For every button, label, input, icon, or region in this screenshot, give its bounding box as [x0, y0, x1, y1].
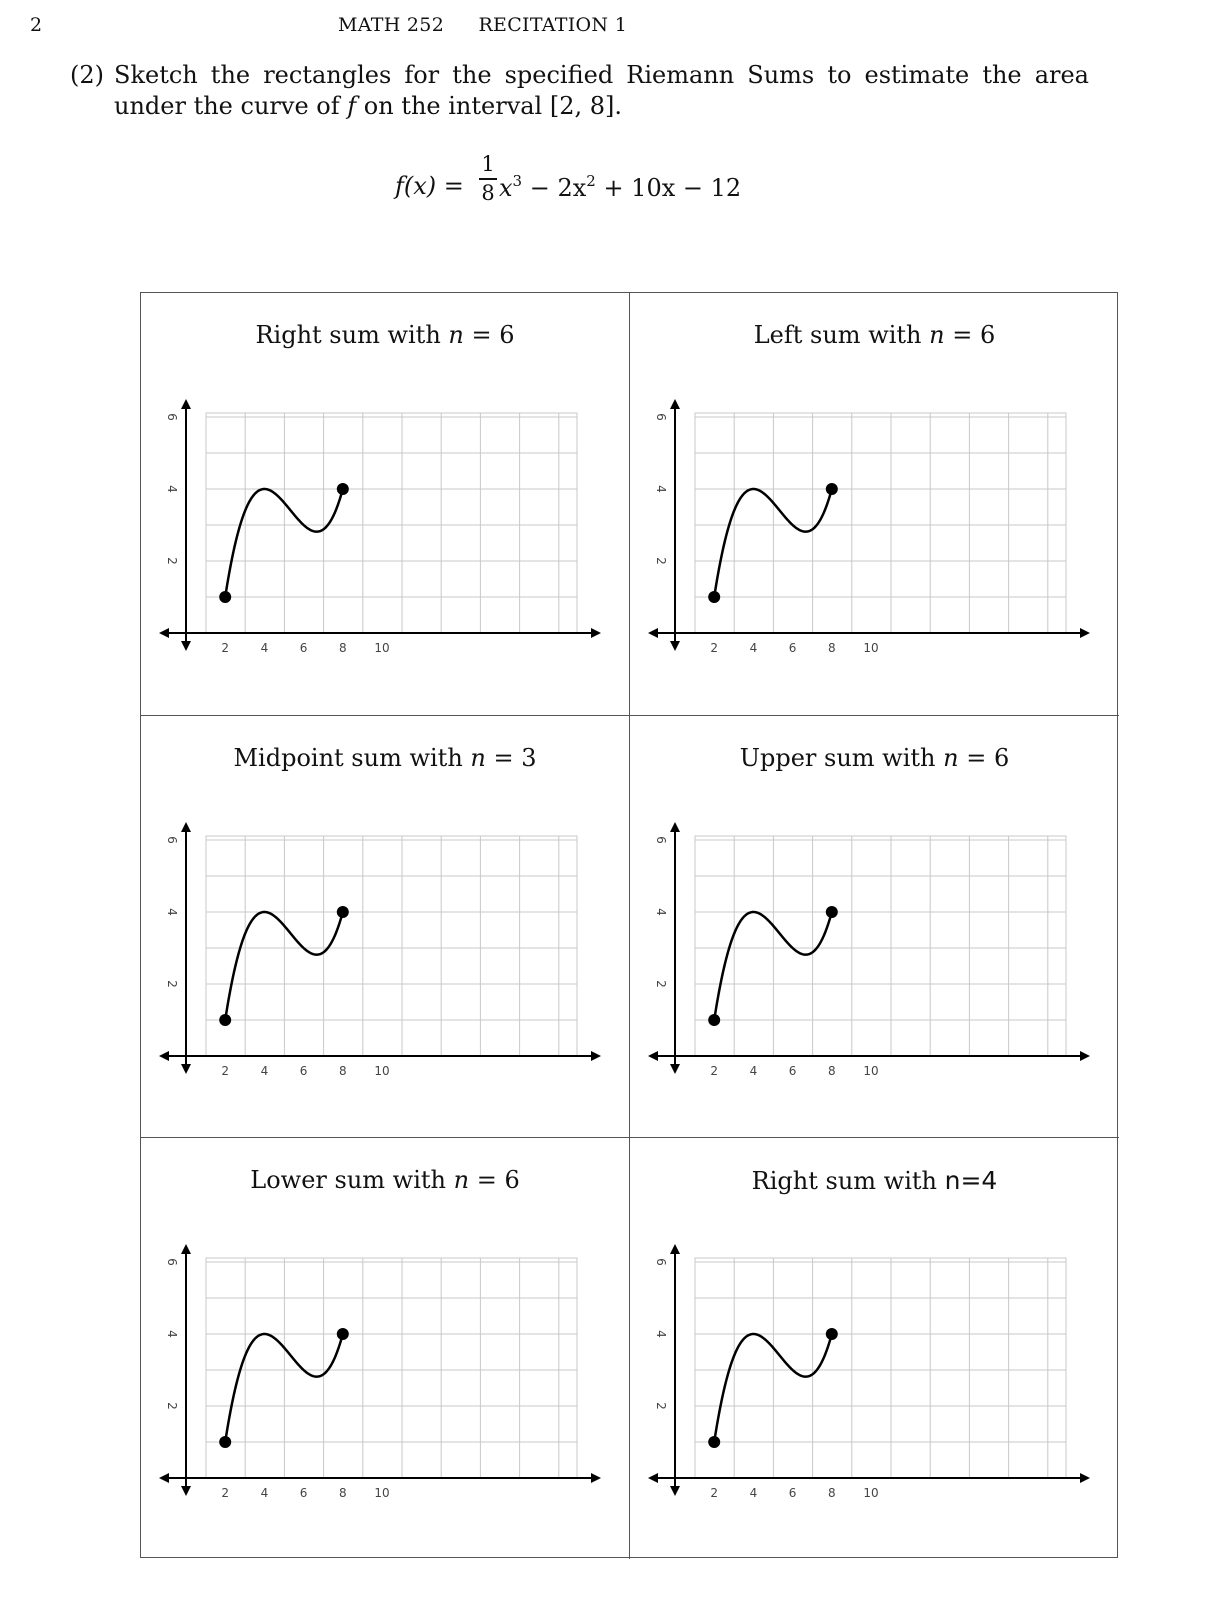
grid-frame [695, 1258, 1066, 1478]
formula-var: x [499, 174, 513, 202]
endpoint-dot [219, 1436, 231, 1448]
formula-fraction [479, 152, 497, 205]
fraction-bar [479, 178, 497, 180]
graph-title-var: n [929, 321, 945, 349]
x-axis-arrow-right [591, 1473, 601, 1483]
x-tick-label: 8 [338, 1064, 347, 1078]
x-tick-label: 10 [374, 1064, 390, 1078]
graph-cell [141, 715, 630, 1137]
graph-title-label: Right sum with [255, 321, 441, 349]
graph-title-var: n=4 [944, 1166, 998, 1195]
x-axis-arrow-right [1080, 628, 1090, 638]
graph-grid [140, 292, 1118, 1558]
formula-rhs [499, 172, 741, 202]
x-axis-arrow-right [1080, 1473, 1090, 1483]
formula-term: + 10x − 12 [595, 174, 742, 202]
y-axis-arrow-down [181, 1486, 191, 1496]
graph-title-label: Left sum with [753, 321, 922, 349]
y-axis-arrow-down [670, 641, 680, 651]
graph-title-eq: = 6 [944, 321, 996, 349]
graph-title-label: Midpoint sum with [233, 744, 463, 772]
problem-number: (2) [70, 61, 104, 89]
y-tick-label: 2 [654, 980, 668, 988]
problem-text [114, 60, 1089, 122]
x-tick-label: 2 [221, 641, 230, 655]
endpoint-dot [219, 591, 231, 603]
x-axis-arrow-right [1080, 1051, 1090, 1061]
function-symbol: f [347, 92, 357, 120]
x-axis-arrow-left [159, 1473, 169, 1483]
x-tick-label: 2 [710, 1064, 719, 1078]
graph-cell [630, 293, 1119, 715]
function-plot [630, 293, 1119, 715]
graph-title-label: Right sum with [751, 1167, 937, 1195]
function-plot [141, 716, 630, 1138]
graph-title-eq: = 6 [463, 321, 515, 349]
x-tick-label: 2 [221, 1486, 230, 1500]
y-tick-label: 2 [165, 980, 179, 988]
problem-text-part: on the interval [2, 8]. [356, 92, 623, 120]
x-tick-label: 8 [827, 641, 836, 655]
y-axis-arrow-up [181, 1244, 191, 1254]
y-tick-label: 6 [165, 413, 179, 421]
y-axis-arrow-up [181, 822, 191, 832]
graph-title-var: n [470, 744, 486, 772]
x-tick-label: 8 [827, 1486, 836, 1500]
fraction-numerator: 1 [481, 152, 495, 176]
x-axis-arrow-left [648, 1051, 658, 1061]
problem-text-part: Sketch the rectangles for the specified Riemann Sums to estimate the area under the curve of [114, 61, 1089, 120]
graph-title-eq: = 6 [469, 1166, 520, 1194]
formula-term: − 2x [522, 174, 587, 202]
y-tick-label: 4 [165, 485, 179, 493]
y-tick-label: 2 [654, 557, 668, 565]
x-axis-arrow-right [591, 1051, 601, 1061]
formula-lhs: f(x) = [395, 172, 464, 200]
y-tick-label: 6 [165, 1258, 179, 1266]
grid-frame [206, 413, 577, 633]
endpoint-dot [708, 1436, 720, 1448]
graph-title-label: Lower sum with [250, 1166, 446, 1194]
graph-title-var: n [448, 321, 464, 349]
y-axis-arrow-down [181, 1064, 191, 1074]
graph-title-eq: = 3 [485, 744, 537, 772]
x-tick-label: 8 [338, 1486, 347, 1500]
graph-cell [630, 715, 1119, 1137]
y-axis-arrow-down [670, 1064, 680, 1074]
y-tick-label: 6 [654, 836, 668, 844]
x-tick-label: 10 [863, 641, 879, 655]
y-axis-arrow-up [670, 822, 680, 832]
y-tick-label: 6 [654, 1258, 668, 1266]
course-title: MATH 252 [338, 14, 445, 36]
y-axis-arrow-up [670, 399, 680, 409]
endpoint-dot [826, 906, 838, 918]
graph-title-label: Upper sum with [739, 744, 936, 772]
x-tick-label: 4 [260, 1486, 269, 1500]
endpoint-dot [219, 1014, 231, 1026]
graph-cell [141, 1137, 630, 1559]
function-plot [630, 1138, 1119, 1560]
y-axis-arrow-down [181, 641, 191, 651]
x-tick-label: 4 [749, 1064, 758, 1078]
y-tick-label: 6 [654, 413, 668, 421]
x-axis-arrow-left [648, 1473, 658, 1483]
x-tick-label: 8 [827, 1064, 836, 1078]
graph-title-var: n [943, 744, 959, 772]
x-tick-label: 6 [299, 641, 308, 655]
x-tick-label: 2 [221, 1064, 230, 1078]
endpoint-dot [826, 1328, 838, 1340]
x-tick-label: 4 [260, 1064, 269, 1078]
y-tick-label: 4 [654, 485, 668, 493]
x-tick-label: 6 [788, 1064, 797, 1078]
x-tick-label: 6 [299, 1064, 308, 1078]
grid-frame [206, 836, 577, 1056]
page-number: 2 [30, 14, 43, 36]
grid-frame [206, 1258, 577, 1478]
endpoint-dot [337, 906, 349, 918]
function-plot [630, 716, 1119, 1138]
x-tick-label: 6 [299, 1486, 308, 1500]
y-tick-label: 2 [165, 557, 179, 565]
x-axis-arrow-right [591, 628, 601, 638]
grid-frame [695, 836, 1066, 1056]
x-tick-label: 6 [788, 641, 797, 655]
endpoint-dot [708, 1014, 720, 1026]
grid-frame [695, 413, 1066, 633]
x-axis-arrow-left [159, 1051, 169, 1061]
graph-cell [630, 1137, 1119, 1559]
x-tick-label: 10 [374, 641, 390, 655]
section-title: RECITATION 1 [478, 14, 628, 36]
function-plot [141, 293, 630, 715]
x-tick-label: 4 [749, 1486, 758, 1500]
x-axis-arrow-left [648, 628, 658, 638]
x-tick-label: 2 [710, 641, 719, 655]
graph-title-eq: = 6 [958, 744, 1010, 772]
y-tick-label: 4 [165, 908, 179, 916]
fraction-denominator: 8 [481, 180, 495, 205]
y-tick-label: 4 [654, 908, 668, 916]
endpoint-dot [826, 483, 838, 495]
y-tick-label: 2 [165, 1402, 179, 1410]
x-tick-label: 10 [374, 1486, 390, 1500]
y-axis-arrow-up [670, 1244, 680, 1254]
y-axis-arrow-up [181, 399, 191, 409]
x-tick-label: 6 [788, 1486, 797, 1500]
y-tick-label: 2 [654, 1402, 668, 1410]
running-head [338, 14, 627, 36]
x-tick-label: 4 [749, 641, 758, 655]
x-tick-label: 10 [863, 1064, 879, 1078]
x-tick-label: 4 [260, 641, 269, 655]
x-axis-arrow-left [159, 628, 169, 638]
y-tick-label: 4 [654, 1330, 668, 1338]
formula-exponent: 2 [586, 172, 596, 190]
x-tick-label: 2 [710, 1486, 719, 1500]
y-tick-label: 6 [165, 836, 179, 844]
endpoint-dot [337, 1328, 349, 1340]
endpoint-dot [708, 591, 720, 603]
graph-title-var: n [453, 1166, 470, 1194]
x-tick-label: 8 [338, 641, 347, 655]
y-tick-label: 4 [165, 1330, 179, 1338]
graph-cell [141, 293, 630, 715]
endpoint-dot [337, 483, 349, 495]
function-plot [141, 1138, 630, 1560]
x-tick-label: 10 [863, 1486, 879, 1500]
formula-exponent: 3 [512, 172, 523, 190]
y-axis-arrow-down [670, 1486, 680, 1496]
